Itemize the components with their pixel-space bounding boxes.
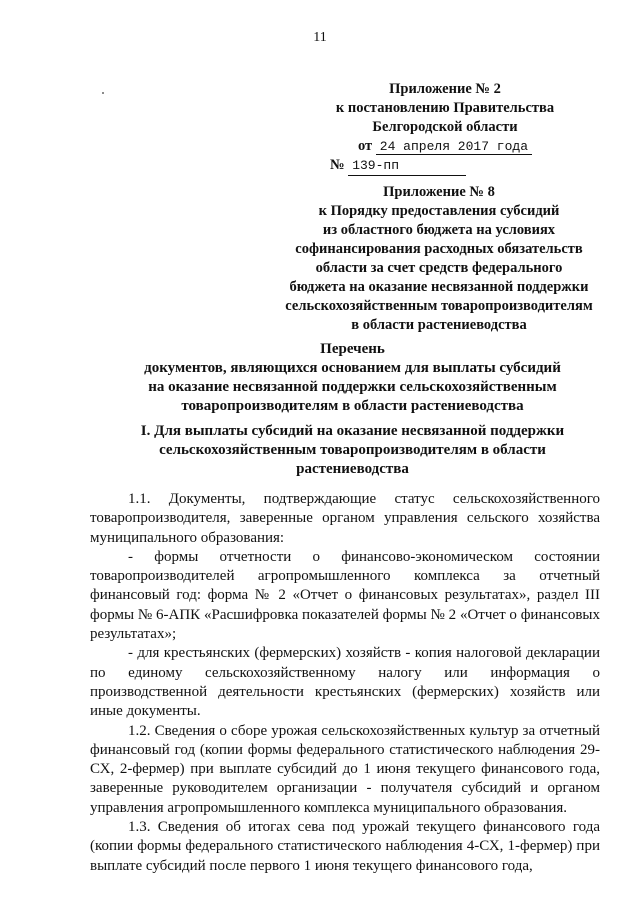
body-text (90, 490, 600, 876)
paragraph-1-2: 1.2. Сведения о сборе урожая сельскохозяйственных культур за отчетный финансовый год (копии формы федерального статистического наблюдения 29-СХ, 2-фермер) при выплате субсидий до 1 июня текущего финансового года, заверенные руководителем организации - получателя субсидий и органом управления агропромышленного комплекса муниципального образования. (90, 722, 600, 816)
appendix-2-line1: к постановлению Правительства (335, 100, 555, 116)
appendix-2-number-line (330, 156, 600, 176)
paragraph-1-3: 1.3. Сведения об итогах сева под урожай текущего финансового года (копии формы федерального статистического наблюдения 4-СХ, 1-фермер) при выплате субсидий после первого 1 июня текущего финансового года, (90, 819, 600, 874)
title-line: на оказание несвязанной поддержки сельскохозяйственным (148, 379, 557, 395)
decree-number: 139-пп (348, 156, 466, 176)
appendix-8-line: области за счет средств федерального (315, 260, 563, 276)
appendix-8-line: софинансирования расходных обязательств (295, 241, 583, 257)
section-line: I. Для выплаты субсидий на оказание несвязанной поддержки (140, 423, 565, 439)
section-1-heading (100, 422, 605, 479)
section-line: сельскохозяйственным товаропроизводителям в области (159, 442, 546, 458)
appendix-8-title: Приложение № 8 (383, 184, 495, 200)
appendix-2-block (290, 80, 600, 176)
title-heading: Перечень (320, 341, 385, 357)
appendix-8-line: в области растениеводства (351, 317, 527, 333)
appendix-8-line: сельскохозяйственным товаропроизводителям (285, 298, 593, 314)
appendix-8-block (270, 183, 608, 335)
paragraph-1-1-item-b: - для крестьянских (фермерских) хозяйств - копия налоговой декларации по единому сельскохозяйственному налогу или информация о производственной деятельности крестьянских (фермерских) хозяйств или иные документы. (90, 645, 600, 720)
decree-date: 24 апреля 2017 года (376, 139, 532, 155)
appendix-8-line: к Порядку предоставления субсидий (318, 203, 560, 219)
title-line: документов, являющихся основанием для выплаты субсидий (144, 360, 561, 376)
paragraph-1-1: 1.1. Документы, подтверждающие статус сельскохозяйственного товаропроизводителя, заверенные органом управления сельского хозяйства муниципального образования: (90, 491, 600, 546)
date-prefix: от (357, 138, 373, 154)
appendix-8-line: из областного бюджета на условиях (322, 222, 556, 238)
scan-speck (102, 92, 104, 94)
title-line: товаропроизводителям в области растениеводства (181, 398, 524, 414)
appendix-2-line2: Белгородской области (372, 119, 518, 135)
appendix-2-date-line (290, 137, 600, 156)
section-line: растениеводства (296, 461, 409, 477)
appendix-2-title: Приложение № 2 (389, 81, 501, 97)
appendix-8-line: бюджета на оказание несвязанной поддержки (289, 279, 589, 295)
page-number: 11 (313, 30, 327, 45)
number-prefix: № (330, 157, 345, 173)
document-title (80, 340, 625, 416)
paragraph-1-1-item-a: - формы отчетности о финансово-экономическом состоянии товаропроизводителей агропромышленного комплекса за отчетный финансовый год: форма № 2 «Отчет о финансовых результатах», раздел III формы № 6-АПК «Расшифровка показателей формы № 2 «Отчет о финансовых результатах»; (90, 548, 600, 643)
